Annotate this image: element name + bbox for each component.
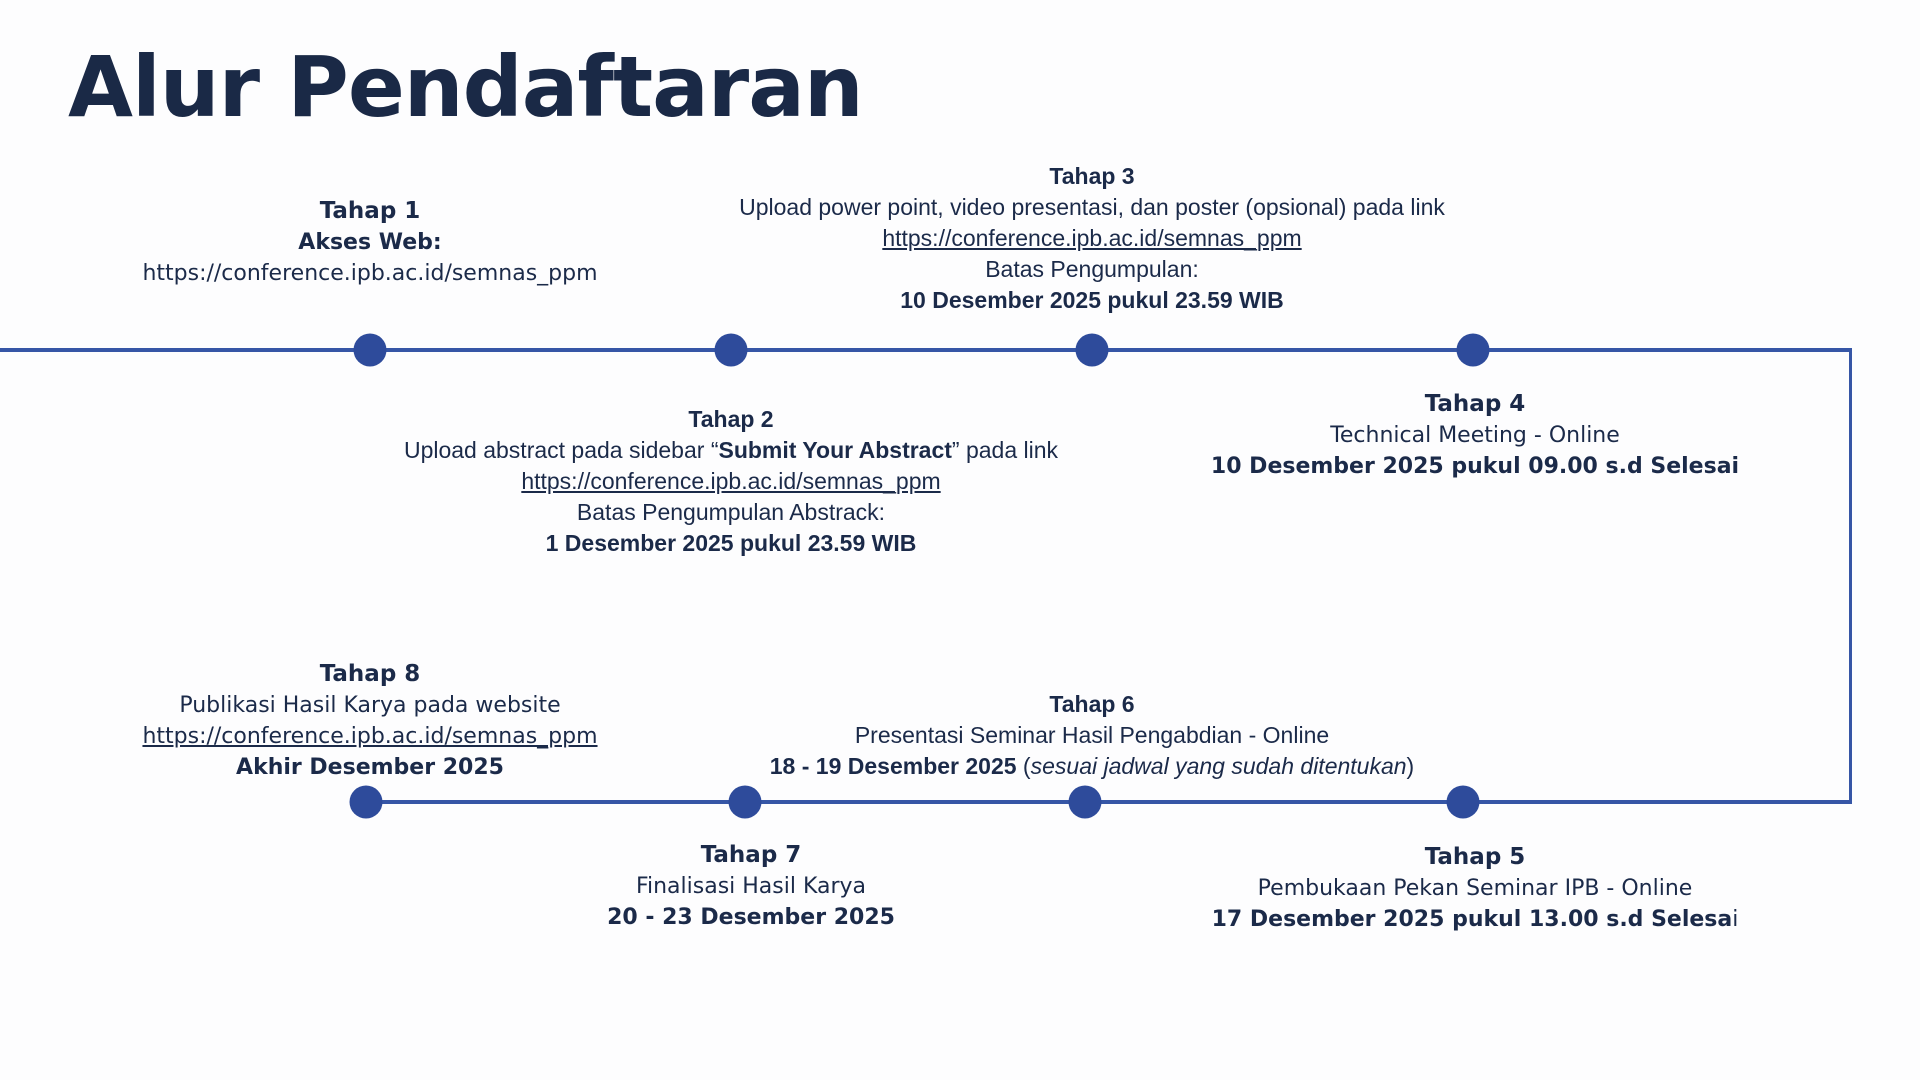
stage-tahap-8-description: Publikasi Hasil Karya pada website [179,693,561,718]
stage-tahap-3 [652,161,1532,316]
stage-tahap-4-title: Tahap 4 [1424,391,1526,417]
stage-tahap-1 [100,196,640,289]
stage-tahap-2-description [301,435,1161,466]
stage-tahap-7-deadline: 20 - 23 Desember 2025 [607,905,895,930]
stage-tahap-8-deadline: Akhir Desember 2025 [236,755,504,780]
stage-tahap-3-description: Upload power point, video presentasi, dan poster (opsional) pada link [739,194,1445,220]
stage-tahap-5 [1185,842,1765,935]
stage-tahap-7-description: Finalisasi Hasil Karya [635,874,867,899]
stage-tahap-1-title: Tahap 1 [319,198,421,224]
stage-tahap-5-title: Tahap 5 [1424,844,1526,870]
conference-link[interactable]: https://conference.ipb.ac.id/semnas_ppm [142,724,598,749]
conference-link[interactable]: https://conference.ipb.ac.id/semnas_ppm [142,261,598,286]
stage-tahap-5-deadline [1185,904,1765,935]
stage-tahap-3-title: Tahap 3 [1049,163,1135,189]
stage-tahap-5-deadline-tail: i [1732,907,1739,932]
timeline-top-line [0,348,1852,352]
timeline-dot-tahap-6 [1069,786,1102,819]
stage-tahap-6-description: Presentasi Seminar Hasil Pengabdian - Online [854,722,1330,748]
stage-tahap-5-description: Pembukaan Pekan Seminar IPB - Online [1257,876,1693,901]
timeline-dot-tahap-1 [354,334,387,367]
stage-tahap-4 [1185,389,1765,482]
stage-tahap-6 [732,689,1452,782]
timeline-dot-tahap-5 [1447,786,1480,819]
stage-tahap-6-title: Tahap 6 [1049,691,1135,717]
timeline-dot-tahap-3 [1076,334,1109,367]
stage-tahap-2 [301,404,1161,559]
stage-tahap-7 [571,840,931,933]
page-title: Alur Pendaftaran [68,38,863,136]
stage-tahap-3-deadline: 10 Desember 2025 pukul 23.59 WIB [900,287,1284,313]
stage-tahap-2-deadline: 1 Desember 2025 pukul 23.59 WIB [545,530,917,556]
stage-tahap-6-note: sesuai jadwal yang sudah ditentukan [1030,753,1407,779]
stage-tahap-3-deadline-label: Batas Pengumpulan: [985,256,1199,282]
stage-tahap-4-deadline: 10 Desember 2025 pukul 09.00 s.d Selesai [1210,454,1740,479]
stage-tahap-6-paren-close: ) [1406,753,1415,779]
timeline-dot-tahap-7 [729,786,762,819]
stage-tahap-2-desc-post: ” pada link [951,437,1059,463]
stage-tahap-1-subtitle: Akses Web: [298,230,442,255]
timeline-dot-tahap-2 [715,334,748,367]
timeline-bottom-line [366,800,1852,804]
timeline-right-connector-line [1849,348,1852,804]
stage-tahap-5-deadline-bold: 17 Desember 2025 pukul 13.00 s.d Selesa [1211,907,1733,932]
stage-tahap-7-title: Tahap 7 [700,842,802,868]
stage-tahap-2-title: Tahap 2 [688,406,774,432]
stage-tahap-2-deadline-label: Batas Pengumpulan Abstrack: [576,499,886,525]
timeline-dot-tahap-8 [350,786,383,819]
conference-link[interactable]: https://conference.ipb.ac.id/semnas_ppm [521,468,941,494]
stage-tahap-6-schedule [732,751,1452,782]
conference-link[interactable]: https://conference.ipb.ac.id/semnas_ppm [882,225,1302,251]
stage-tahap-2-desc-bold: Submit Your Abstract [718,437,952,463]
stage-tahap-4-description: Technical Meeting - Online [1330,423,1620,448]
stage-tahap-2-desc-pre: Upload abstract pada sidebar “ [403,437,719,463]
stage-tahap-6-paren-open: ( [1016,753,1031,779]
stage-tahap-8-title: Tahap 8 [319,661,421,687]
stage-tahap-6-date: 18 - 19 Desember 2025 [769,753,1017,779]
timeline-dot-tahap-4 [1457,334,1490,367]
stage-tahap-8 [100,659,640,783]
